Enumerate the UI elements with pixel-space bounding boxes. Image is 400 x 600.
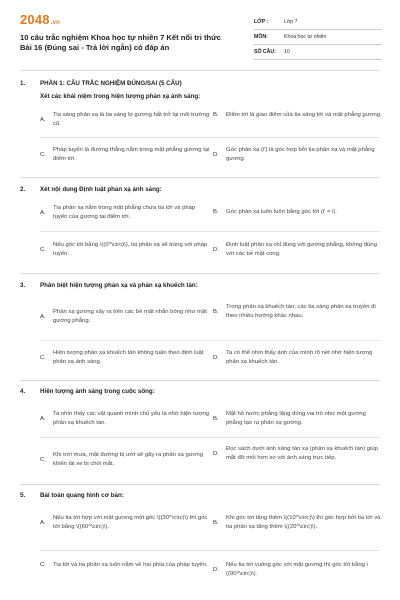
question-stem: Hiện tượng ánh sáng trong cuộc sống: xyxy=(40,388,155,395)
option-a: A. Nếu tia tới hợp với mặt gương một góc \((30^\circ)\) thì góc tới bằng \((60^\circ)\). xyxy=(40,514,210,533)
option-text: Ta nhìn thấy các vật quanh mình chủ yếu là nhờ hiện tượng phản xạ khuếch tán. xyxy=(53,411,210,427)
option-d: D. Ta có thể nhìn thấy ảnh của mình rõ nét nhờ hiện tượng phản xạ khuếch tán. xyxy=(213,349,383,368)
option-c: C. Khi trời mưa, mặt đường bị ướt sẽ gây ra phản xạ gương khiến lái xe bị chói mắt. xyxy=(40,451,210,470)
logo-suffix: .vn xyxy=(50,20,61,26)
section-divider xyxy=(20,177,380,178)
meta-row-subject xyxy=(254,30,382,45)
section-divider xyxy=(20,380,380,381)
option-text: Nếu tia tới vuông góc với mặt gương thì góc tới bằng \((90^\circ)\). xyxy=(226,562,369,578)
question-1-heading xyxy=(20,80,182,87)
question-number: 1. xyxy=(20,80,26,87)
option-text: Hiện tượng phản xạ khuếch tán không tuân theo định luật phản xạ ánh sáng. xyxy=(53,350,204,366)
row-divider xyxy=(40,231,380,232)
question-number: 2. xyxy=(20,186,26,193)
meta-row-grade xyxy=(254,15,382,30)
option-text: Mặt hồ nước phẳng lặng đóng vai trò như một gương phẳng tạo ra phản xạ gương. xyxy=(226,411,366,427)
option-c: C. Hiện tượng phản xạ khuếch tán không tuân theo định luật phản xạ ánh sáng. xyxy=(40,349,210,368)
logo-text: 2048 xyxy=(20,12,50,27)
option-text: Định luật phản xạ chỉ đúng với gương phẳng, không đúng với các bề mặt cong. xyxy=(226,242,377,258)
option-b: B. Khi góc tới tăng thêm \((10^\circ)\) thì góc hợp bởi tia tới và tia phản xạ tăng thêm \((20^\circ)\). xyxy=(213,514,383,533)
option-a: A. Tia sáng phản xạ là tia sáng bị gương hắt trở lại môi trường cũ. xyxy=(40,111,210,130)
option-d: D. Đọc sách dưới ánh sáng tán xạ (phản xạ khuếch tán) giúp mắt đỡ mỏi hơn so với ánh sáng trực tiếp. xyxy=(213,445,383,464)
question-stem: Xét nội dung Định luật phản xạ ánh sáng: xyxy=(40,186,162,193)
row-divider xyxy=(40,137,380,138)
row-divider xyxy=(40,550,380,551)
option-c: C. Nếu góc tới bằng \((0^\circ)\), tia phản xạ sẽ trùng với pháp tuyến. xyxy=(40,241,210,260)
option-b: B. Góc phản xạ luôn luôn bằng góc tới (i' = i). xyxy=(213,208,383,217)
question-2-heading xyxy=(20,186,162,193)
option-d: D. Định luật phản xạ chỉ đúng với gương phẳng, không đúng với các bề mặt cong. xyxy=(213,241,383,260)
option-d: D. Góc phản xạ (i') là góc hợp bởi tia phản xạ và mặt phẳng gương. xyxy=(213,146,383,165)
option-text: Nếu góc tới bằng \((0^\circ)\), tia phản xạ sẽ trùng với pháp tuyến. xyxy=(53,242,208,258)
option-c: C. Pháp tuyến là đường thẳng nằm trong mặt phẳng gương tại điểm tới. xyxy=(40,146,210,165)
option-b: B. Điểm tới là giao điểm của tia sáng tới và mặt phẳng gương. xyxy=(213,111,383,120)
option-text: Nếu tia tới hợp với mặt gương một góc \((30^\circ)\) thì góc tới bằng \((60^\circ)\). xyxy=(53,515,208,531)
question-5-heading xyxy=(20,492,124,499)
question-4-heading xyxy=(20,388,155,395)
section-divider xyxy=(20,273,380,274)
meta-row-count xyxy=(254,45,382,60)
meta-value: Khoa học tự nhiên xyxy=(284,34,327,40)
option-text: Tia phản xạ nằm trong mặt phẳng chứa tia tới và pháp tuyến của gương tại điểm tới. xyxy=(53,205,196,221)
option-text: Khi góc tới tăng thêm \((10^\circ)\) thì góc hợp bởi tia tới và tia phản xạ tăng thêm \((20^\circ)\). xyxy=(226,515,381,531)
option-text: Khi trời mưa, mặt đường bị ướt sẽ gây ra phản xạ gương khiến lái xe bị chói mắt. xyxy=(53,452,204,468)
meta-key: MÔN: xyxy=(254,34,268,40)
section-divider xyxy=(20,484,380,485)
question-stem: Bài toán quang hình cơ bản: xyxy=(40,492,124,499)
option-text: Phản xạ gương xảy ra trên các bề mặt nhẵn bóng như mặt gương phẳng. xyxy=(53,309,207,325)
site-logo[interactable] xyxy=(20,12,60,27)
question-1-stem: Xét các khái niệm trong hiện tượng phản xạ ánh sáng: xyxy=(40,93,201,100)
meta-key: LỚP : xyxy=(254,19,269,25)
option-text: Điểm tới là giao điểm của tia sáng tới và mặt phẳng gương. xyxy=(226,112,382,118)
option-text: Tia tới và tia phản xạ luôn nằm về hai phía của pháp tuyến. xyxy=(53,562,208,568)
option-d: D. Nếu tia tới vuông góc với mặt gương thì góc tới bằng \((90^\circ)\). xyxy=(213,561,383,580)
option-text: Ta có thể nhìn thấy ảnh của mình rõ nét nhờ hiện tượng phản xạ khuếch tán. xyxy=(226,350,373,366)
question-stem: Phân biệt hiện tượng phản xạ và phản xạ khuếch tán: xyxy=(40,282,198,289)
meta-key: SỐ CÂU: xyxy=(254,49,276,55)
header-divider xyxy=(20,70,380,71)
option-text: Đọc sách dưới ánh sáng tán xạ (phản xạ khuếch tán) giúp mắt đỡ mỏi hơn so với ánh sáng trực tiếp. xyxy=(226,446,378,462)
row-divider xyxy=(40,340,380,341)
meta-value: 10 xyxy=(284,49,290,55)
option-a: A. Ta nhìn thấy các vật quanh mình chủ yếu là nhờ hiện tượng phản xạ khuếch tán. xyxy=(40,410,210,429)
question-number: 4. xyxy=(20,388,26,395)
option-text: Trong phản xạ khuếch tán, các tia sáng phản xạ truyền đi theo nhiều hướng khác nhau. xyxy=(226,304,376,320)
document-title: 10 câu trắc nghiệm Khoa học tự nhiên 7 Kết nối tri thức Bài 16 (Đúng sai - Trả lời ngắn) có đáp án xyxy=(20,33,221,52)
option-text: Góc phản xạ (i') là góc hợp bởi tia phản xạ và mặt phẳng gương. xyxy=(226,147,375,163)
option-a: A. Phản xạ gương xảy ra trên các bề mặt nhẵn bóng như mặt gương phẳng. xyxy=(40,308,210,327)
option-c: C. Tia tới và tia phản xạ luôn nằm về hai phía của pháp tuyến. xyxy=(40,561,210,570)
option-text: Tia sáng phản xạ là tia sáng bị gương hắt trở lại môi trường cũ. xyxy=(53,112,210,128)
option-text: Pháp tuyến là đường thẳng nằm trong mặt phẳng gương tại điểm tới. xyxy=(53,147,210,163)
option-a: A. Tia phản xạ nằm trong mặt phẳng chứa tia tới và pháp tuyến của gương tại điểm tới. xyxy=(40,204,210,223)
option-text: Góc phản xạ luôn luôn bằng góc tới (i' = i). xyxy=(226,209,337,215)
meta-table xyxy=(254,15,382,60)
row-divider xyxy=(40,437,380,438)
option-b: B. Trong phản xạ khuếch tán, các tia sáng phản xạ truyền đi theo nhiều hướng khác nhau. xyxy=(213,303,383,322)
option-b: B. Mặt hồ nước phẳng lặng đóng vai trò như một gương phẳng tạo ra phản xạ gương. xyxy=(213,410,383,429)
question-3-heading xyxy=(20,282,198,289)
part-title: PHẦN 1: CÂU TRẮC NGHIỆM ĐÚNG/SAI (5 CÂU) xyxy=(40,80,182,87)
question-number: 5. xyxy=(20,492,26,499)
question-number: 3. xyxy=(20,282,26,289)
meta-value: Lớp 7 xyxy=(284,19,298,25)
